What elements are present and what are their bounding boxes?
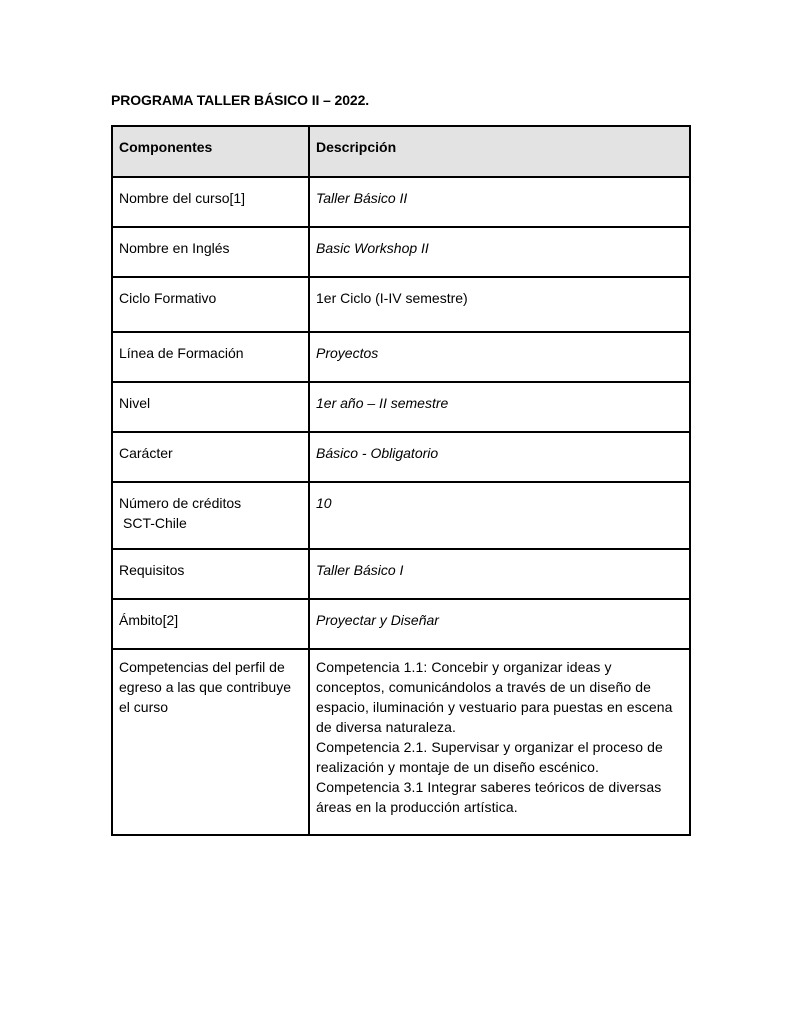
row-value-ambito: Proyectar y Diseñar	[309, 599, 690, 649]
competencia-3-1: Competencia 3.1 Integrar saberes teóricos de diversas áreas en la producción artística.	[316, 779, 662, 815]
row-label-ciclo-formativo: Ciclo Formativo	[112, 277, 309, 332]
table-row	[112, 382, 690, 432]
row-label-linea-formacion: Línea de Formación	[112, 332, 309, 382]
row-value-ciclo-formativo: 1er Ciclo (I-IV semestre)	[309, 277, 690, 332]
row-label-ambito: Ámbito[2]	[112, 599, 309, 649]
table-header-row	[112, 126, 690, 177]
row-label-nivel: Nivel	[112, 382, 309, 432]
row-value-nivel: 1er año – II semestre	[309, 382, 690, 432]
table-row	[112, 332, 690, 382]
row-label-nombre-curso: Nombre del curso[1]	[112, 177, 309, 227]
table-row	[112, 277, 690, 332]
row-value-competencias	[309, 649, 690, 835]
row-label-creditos-line1: Número de créditos	[119, 495, 242, 511]
row-label-requisitos: Requisitos	[112, 549, 309, 599]
row-value-requisitos: Taller Básico I	[309, 549, 690, 599]
table-row	[112, 482, 690, 549]
table-row	[112, 432, 690, 482]
row-value-caracter: Básico - Obligatorio	[309, 432, 690, 482]
table-row	[112, 599, 690, 649]
table-row	[112, 177, 690, 227]
row-value-linea-formacion: Proyectos	[309, 332, 690, 382]
table-row	[112, 549, 690, 599]
row-value-creditos: 10	[309, 482, 690, 549]
row-label-competencias: Competencias del perfil de egreso a las que contribuye el curso	[112, 649, 309, 835]
row-value-nombre-curso: Taller Básico II	[309, 177, 690, 227]
competencia-1-1: Competencia 1.1: Concebir y organizar ideas y conceptos, comunicándolos a través de un diseño de espacio, iluminación y vestuario para puestas en escena de diversa naturaleza.	[316, 659, 673, 735]
header-descripcion: Descripción	[309, 126, 690, 177]
table-row	[112, 227, 690, 277]
header-componentes: Componentes	[112, 126, 309, 177]
row-label-creditos	[112, 482, 309, 549]
row-label-creditos-line2: SCT-Chile	[123, 515, 187, 531]
row-label-caracter: Carácter	[112, 432, 309, 482]
table-row	[112, 649, 690, 835]
row-label-nombre-ingles: Nombre en Inglés	[112, 227, 309, 277]
program-table	[111, 125, 691, 836]
competencia-2-1: Competencia 2.1. Supervisar y organizar el proceso de realización y montaje de un diseño escénico.	[316, 739, 663, 775]
row-value-nombre-ingles: Basic Workshop II	[309, 227, 690, 277]
document-title: PROGRAMA TALLER BÁSICO II – 2022.	[111, 92, 370, 108]
